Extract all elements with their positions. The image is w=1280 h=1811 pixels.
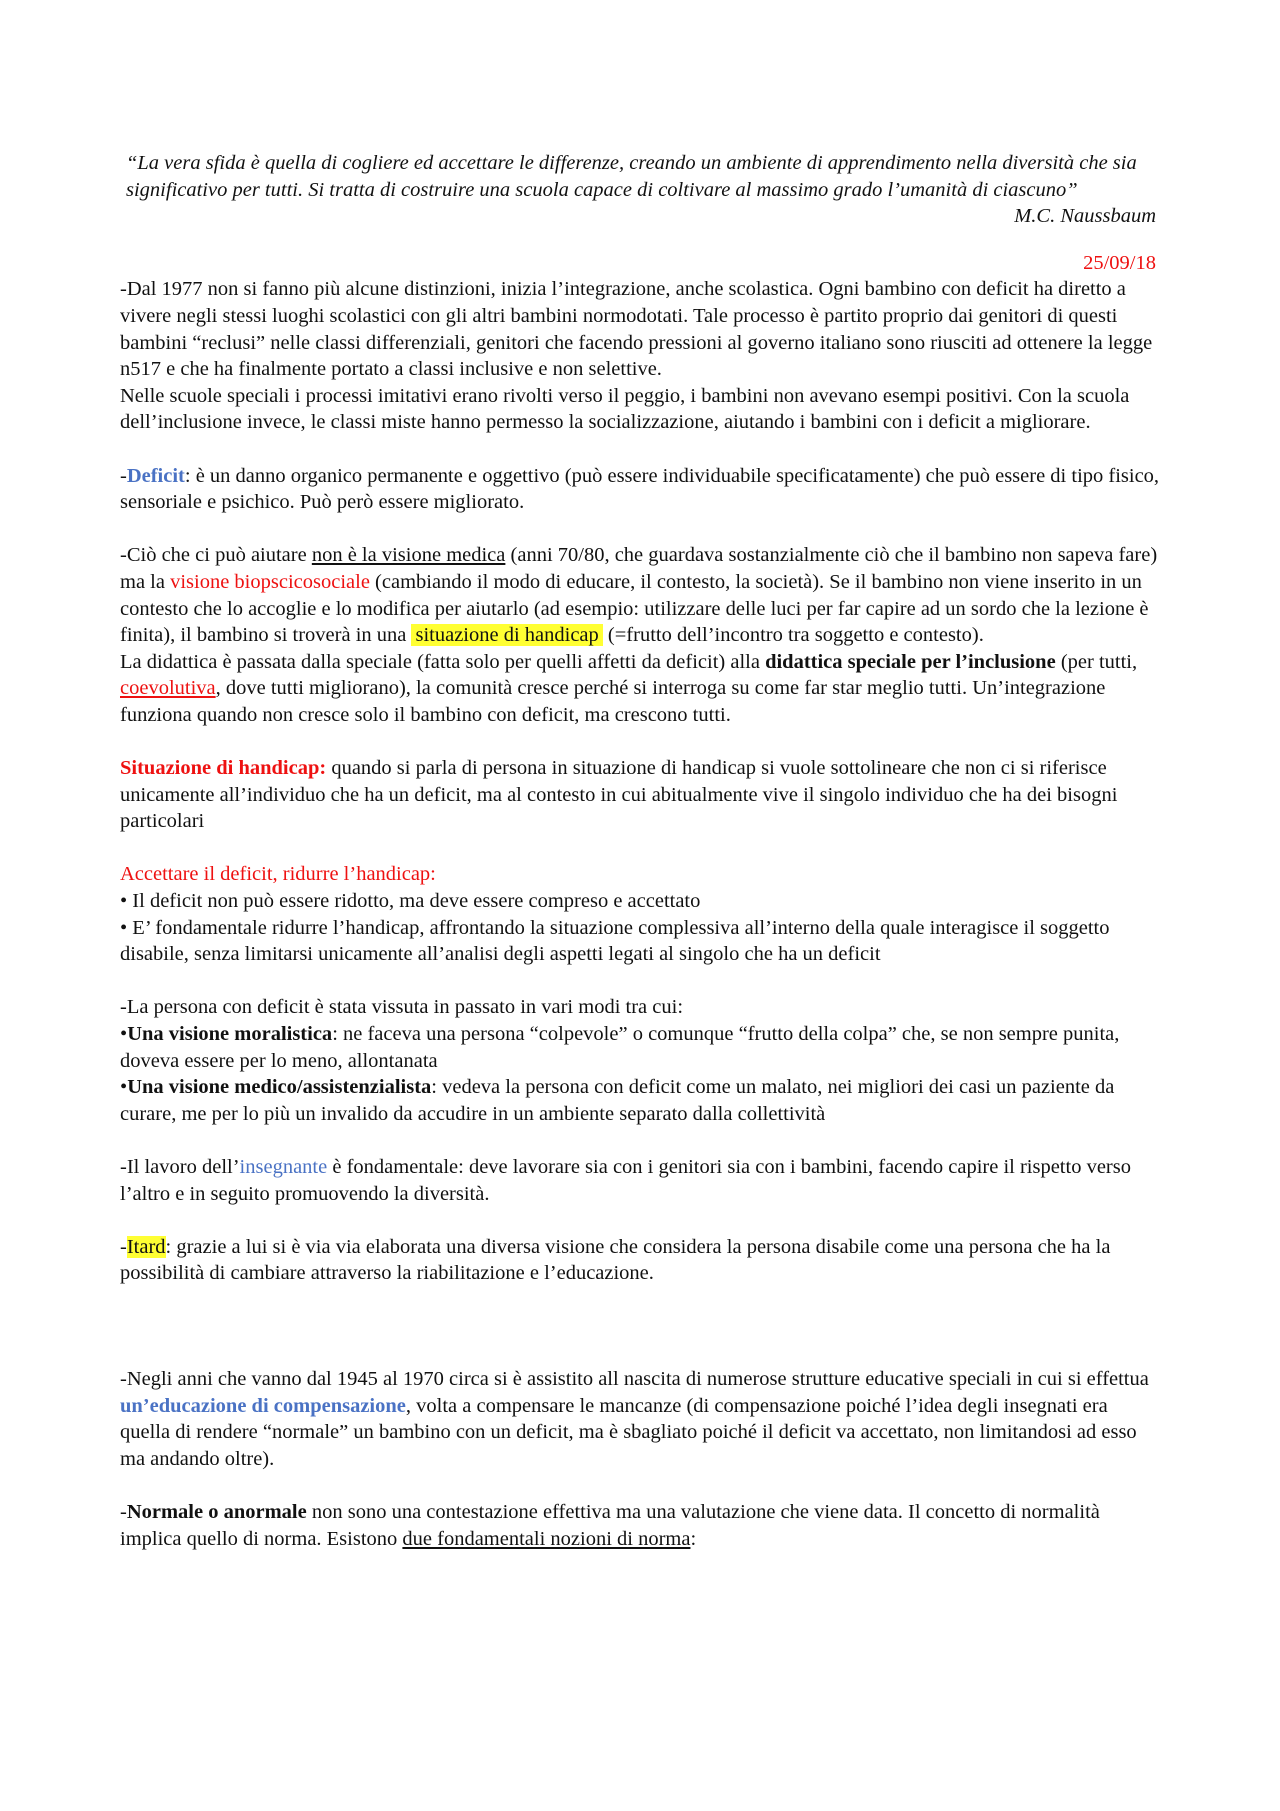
text-run: (anni 70/80, che guardava sostanzialmente ciò che il bambino non sapeva fare) ma la <box>120 544 1158 593</box>
spacer <box>120 1287 1162 1366</box>
text-run: -Negli anni che vanno dal 1945 al 1970 circa si è assistito all nascita di numerose strutture educative speciali in cui si effettua <box>120 1367 1149 1390</box>
text-run: (=frutto dell’incontro tra soggetto e contesto). <box>602 624 984 647</box>
term-biopsychosocial: visione biopscicosociale <box>170 570 370 593</box>
text-run: La didattica è passata dalla speciale (fatta solo per quelli affetti da deficit) alla <box>120 650 766 673</box>
underlined-norm-notions: due fondamentali nozioni di norma <box>402 1527 691 1550</box>
paragraph-compensation <box>120 1366 1162 1472</box>
quote-author: M.C. Naussbaum <box>1014 205 1156 228</box>
paragraph-normality <box>120 1499 1162 1552</box>
paragraph-teacher <box>120 1154 1162 1207</box>
note-date: 25/09/18 <box>1083 251 1156 274</box>
text-run: : grazie a lui si è via via elaborata una diversa visione che considera la persona disabile come una persona che ha la possibilità di cambiare attraverso la riabilitazione e l’educazione. <box>120 1235 1111 1285</box>
spacer <box>120 1207 1162 1234</box>
highlight-itard: Itard <box>126 1235 166 1258</box>
epigraph-quote: “La vera sfida è quella di cogliere ed accettare le differenze, creando un ambiente di apprendimento nella diversità che sia significativo per tutti. Si tratta di costruire una scuola capace di coltivare al massimo grado l’umanità di ciascuno” <box>126 152 1137 201</box>
term-moralistic-vision: Una visione moralistica <box>127 1023 333 1045</box>
deficit-definition: : è un danno organico permanente e oggettivo (può essere individuabile specificatamente) che può essere di tipo fisico, sensoriale e psichico. Può però essere migliorato. <box>120 464 1160 514</box>
text-run: , volta a compensare le mancanze (di compensazione poiché l’idea degli insegnati era quella di rendere “normale” un bambino con un deficit, ma è sbagliato poiché il deficit va accettato, non limitandosi ad esso ma andando oltre). <box>120 1394 1137 1470</box>
spacer <box>120 436 1162 463</box>
spacer <box>120 728 1162 755</box>
paragraph-handicap-situation <box>120 755 1162 835</box>
term-teacher: insegnante <box>239 1155 328 1178</box>
bullet-medical-vision <box>120 1074 1162 1127</box>
bullet-moralistic-vision <box>120 1021 1162 1074</box>
text-run: è fondamentale: deve lavorare sia con i genitori sia con i bambini, facendo capire il rispetto verso l’altro e in seguito promuovendo la diversità. <box>120 1155 1131 1205</box>
paragraph-visions-intro: -La persona con deficit è stata vissuta in passato in vari modi tra cui: <box>120 996 684 1019</box>
term-medical-vision: Una visione medico/assistenzialista <box>127 1076 432 1099</box>
highlight-handicap-situation: situazione di handicap <box>411 624 602 646</box>
spacer <box>120 1127 1162 1154</box>
spacer <box>120 516 1162 543</box>
term-deficit: Deficit <box>126 464 185 487</box>
bullet-item: • E’ fondamentale ridurre l’handicap, affrontando la situazione complessiva all’interno della quale interagisce il soggetto disabile, senza limitarsi unicamente all’analisi degli aspetti legati al singolo che ha un deficit <box>120 916 1110 966</box>
text-run: non sono una contestazione effettiva ma una valutazione che viene data. Il concetto di normalità implica quello di norma. Esistono <box>120 1500 1100 1550</box>
text-run: : ne faceva una persona “colpevole” o comunque “frutto della colpa” che, se non sempre punita, doveva essere per lo meno, allontanata <box>120 1023 1120 1072</box>
text-run: , dove tutti migliorano), la comunità cresce perché si interroga su come far star meglio tutti. Un’integrazione funziona quando non cresce solo il bambino con deficit, ma crescono tutti. <box>120 677 1106 726</box>
spacer <box>120 1472 1162 1499</box>
text-run: (cambiando il modo di educare, il contesto, la società). Se il bambino non viene inserito in un contesto che lo accoglie e lo modifica per aiutarlo (ad esempio: utilizzare delle luci per far capire ad un sordo che la lezione è finita), il bambino si troverà in una <box>120 570 1149 647</box>
bullet-item: • Il deficit non può essere ridotto, ma deve essere compreso e accettato <box>120 890 701 913</box>
paragraph-special-schools: Nelle scuole speciali i processi imitativi erano rivolti verso il peggio, i bambini non avevano esempi positivi. Con la scuola dell’inclusione invece, le classi miste hanno permesso la socializzazione, aiutando i bambini con i deficit a migliorare. <box>120 384 1130 434</box>
paragraph-itard <box>120 1234 1162 1287</box>
text-run: : <box>690 1527 697 1550</box>
paragraph-didactics <box>120 649 1162 729</box>
bullet: • <box>120 1023 128 1045</box>
spacer <box>120 968 1162 995</box>
underlined-medical-vision: non è la visione medica <box>311 544 506 567</box>
term-inclusive-didactics: didattica speciale per l’inclusione <box>765 650 1056 673</box>
text-run: quando si parla di persona in situazione di handicap si vuole sottolineare che non ci si riferisce unicamente all’individuo che ha un deficit, ma al contesto in cui abitualmente vive il singolo individuo che ha dei bisogni particolari <box>120 757 1118 833</box>
dash: - <box>120 464 127 487</box>
text-run: : vedeva la persona con deficit come un malato, nei migliori dei casi un paziente da curare, me per lo più un invalido da accudire in un ambiente separato dalla collettività <box>120 1076 1115 1125</box>
dash: - <box>120 1500 127 1523</box>
text-run: -Il lavoro dell’ <box>120 1155 240 1178</box>
paragraph-deficit <box>120 463 1162 516</box>
text-run: (per tutti, <box>1055 650 1138 673</box>
paragraph-biopsychosocial <box>120 542 1162 648</box>
heading-accept-deficit: Accettare il deficit, ridurre l’handicap: <box>120 863 436 886</box>
spacer <box>120 835 1162 862</box>
term-normal-abnormal: Normale o anormale <box>126 1500 307 1523</box>
term-compensation-education: un’educazione di compensazione <box>120 1394 406 1417</box>
document-body <box>120 150 1162 1552</box>
paragraph-integration: -Dal 1977 non si fanno più alcune distinzioni, inizia l’integrazione, anche scolastica. Ogni bambino con deficit ha diretto a vivere negli stessi luoghi scolastici con gli altri bambini normodotati. Tale processo è partito proprio dai genitori di questi bambini “reclusi” nelle classi differenziali, genitori che facendo pressioni al governo italiano sono riusciti ad ottenere la legge n517 e che ha finalmente portato a classi inclusive e non selettive. <box>120 278 1153 381</box>
term-coevolutive: coevolutiva <box>120 677 216 700</box>
dash: - <box>120 1235 127 1258</box>
term-handicap-situation: Situazione di handicap: <box>120 757 327 780</box>
text-run: -Ciò che ci può aiutare <box>120 544 312 567</box>
bullet: • <box>120 1076 128 1099</box>
